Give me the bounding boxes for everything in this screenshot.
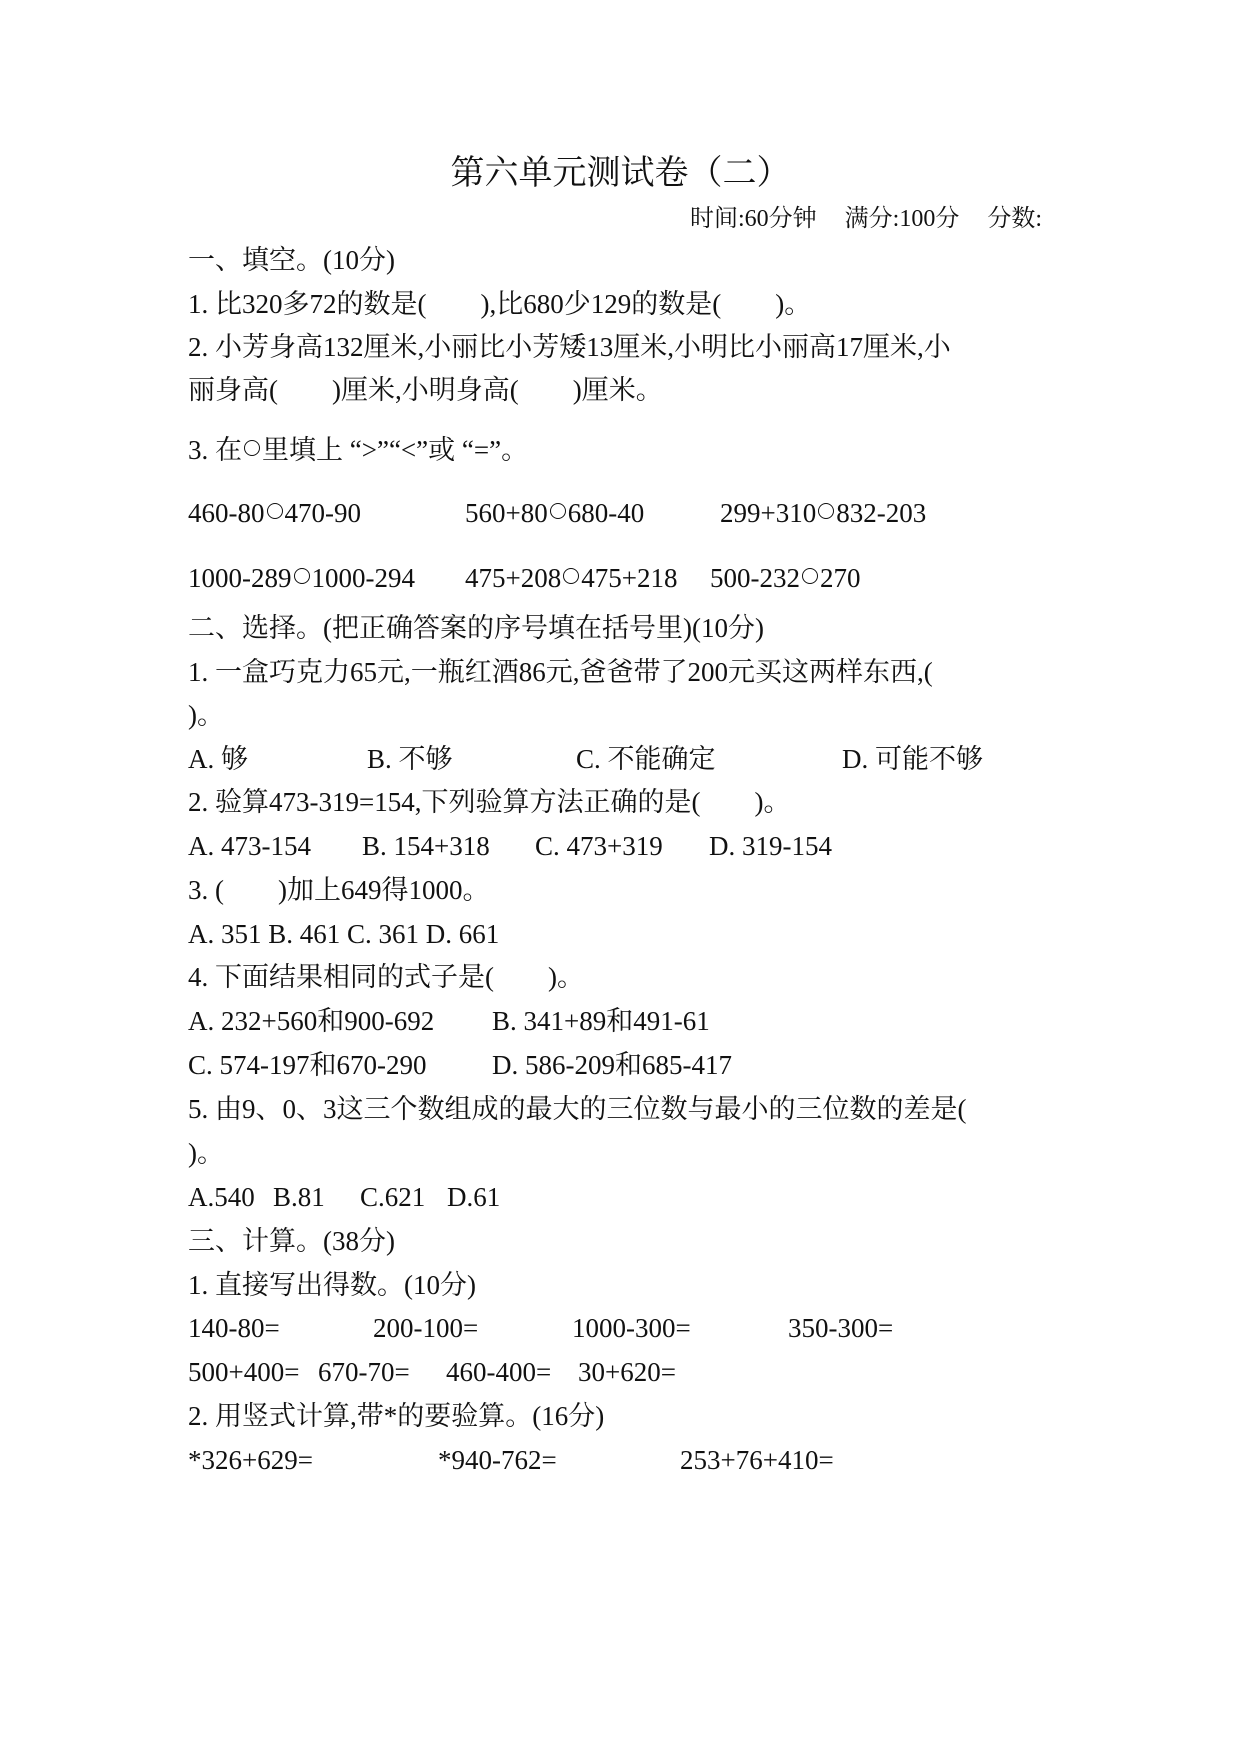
s2-question-5-line-1: 5. 由9、0、3这三个数组成的最大的三位数与最小的三位数的差是(: [188, 1094, 967, 1124]
q3-text-b: 里填上 “>”“<”或 “=”。: [262, 435, 529, 465]
s2-question-3: 3. ( )加上649得1000。: [188, 875, 490, 905]
section-2-heading: 二、选择。(把正确答案的序号填在括号里)(10分): [188, 613, 764, 643]
circle-icon: [244, 440, 260, 456]
option[interactable]: B. 341+89和491-61: [492, 1006, 710, 1036]
compare-circle[interactable]: [294, 568, 310, 584]
option[interactable]: C. 574-197和670-290: [188, 1050, 427, 1080]
s2-question-3-options[interactable]: A. 351 B. 461 C. 361 D. 661: [188, 919, 500, 949]
s2-question-2: 2. 验算473-319=154,下列验算方法正确的是( )。: [188, 787, 791, 817]
section-3-heading: 三、计算。(38分): [188, 1226, 395, 1256]
compare-circle[interactable]: [267, 503, 283, 519]
s1-question-1: 1. 比320多72的数是( ),比680少129的数是( )。: [188, 289, 812, 319]
option[interactable]: C.621: [360, 1182, 426, 1212]
s1-question-2-line-1: 2. 小芳身高132厘米,小丽比小芳矮13厘米,小明比小丽高17厘米,小: [188, 332, 951, 362]
s2-question-1-line-1: 1. 一盒巧克力65元,一瓶红酒86元,爸爸带了200元买这两样东西,(: [188, 657, 933, 687]
compare-circle[interactable]: [802, 568, 818, 584]
calc-item: 30+620=: [578, 1357, 676, 1387]
option[interactable]: A. 232+560和900-692: [188, 1006, 435, 1036]
compare-item: 460-80 470-90: [188, 498, 361, 528]
compare-item: 475+208 475+218: [465, 563, 678, 593]
compare-item: 500-232 270: [710, 563, 861, 593]
option[interactable]: B. 154+318: [362, 831, 490, 861]
option[interactable]: A. 够: [188, 744, 248, 774]
compare-circle[interactable]: [818, 503, 834, 519]
calc-item: *940-762=: [438, 1445, 557, 1475]
option[interactable]: D. 可能不够: [842, 744, 983, 774]
compare-circle[interactable]: [550, 503, 566, 519]
s1-question-3: [188, 434, 528, 466]
section-1-heading: 一、填空。(10分): [188, 245, 395, 275]
exam-meta: [690, 204, 1064, 234]
q3-text-a: 3. 在: [188, 435, 242, 465]
compare-item: 1000-289 1000-294: [188, 563, 415, 593]
calc-item: 140-80=: [188, 1313, 280, 1343]
calc-item: 670-70=: [318, 1357, 410, 1387]
full-score: 满分:100分: [844, 206, 960, 232]
s1-question-2-line-2: 丽身高( )厘米,小明身高( )厘米。: [188, 375, 663, 405]
option[interactable]: B. 不够: [367, 744, 453, 774]
option[interactable]: C. 不能确定: [576, 744, 716, 774]
calc-item: *326+629=: [188, 1445, 313, 1475]
compare-item: 299+310 832-203: [720, 498, 927, 528]
s3-question-2: 2. 用竖式计算,带*的要验算。(16分): [188, 1401, 605, 1431]
compare-item: 560+80 680-40: [465, 498, 645, 528]
calc-item: 500+400=: [188, 1357, 300, 1387]
calc-item: 1000-300=: [572, 1313, 691, 1343]
page-title: 第六单元测试卷（二）: [450, 155, 791, 192]
calc-item: 200-100=: [373, 1313, 479, 1343]
option[interactable]: D.61: [447, 1182, 501, 1212]
option[interactable]: B.81: [273, 1182, 325, 1212]
option[interactable]: C. 473+319: [535, 831, 663, 861]
option[interactable]: D. 586-209和685-417: [492, 1050, 732, 1080]
time-limit: 时间:60分钟: [690, 206, 817, 232]
option[interactable]: A.540: [188, 1182, 255, 1212]
option[interactable]: D. 319-154: [709, 831, 832, 861]
calc-item: 253+76+410=: [680, 1445, 834, 1475]
s3-question-1: 1. 直接写出得数。(10分): [188, 1270, 476, 1300]
s2-question-4: 4. 下面结果相同的式子是( )。: [188, 962, 584, 992]
s2-question-5-line-2: )。: [188, 1138, 224, 1168]
option[interactable]: A. 473-154: [188, 831, 311, 861]
s2-question-1-line-2: )。: [188, 700, 224, 730]
compare-circle[interactable]: [563, 568, 579, 584]
calc-item: 350-300=: [788, 1313, 894, 1343]
calc-item: 460-400=: [446, 1357, 552, 1387]
score-field: 分数:: [987, 206, 1043, 232]
